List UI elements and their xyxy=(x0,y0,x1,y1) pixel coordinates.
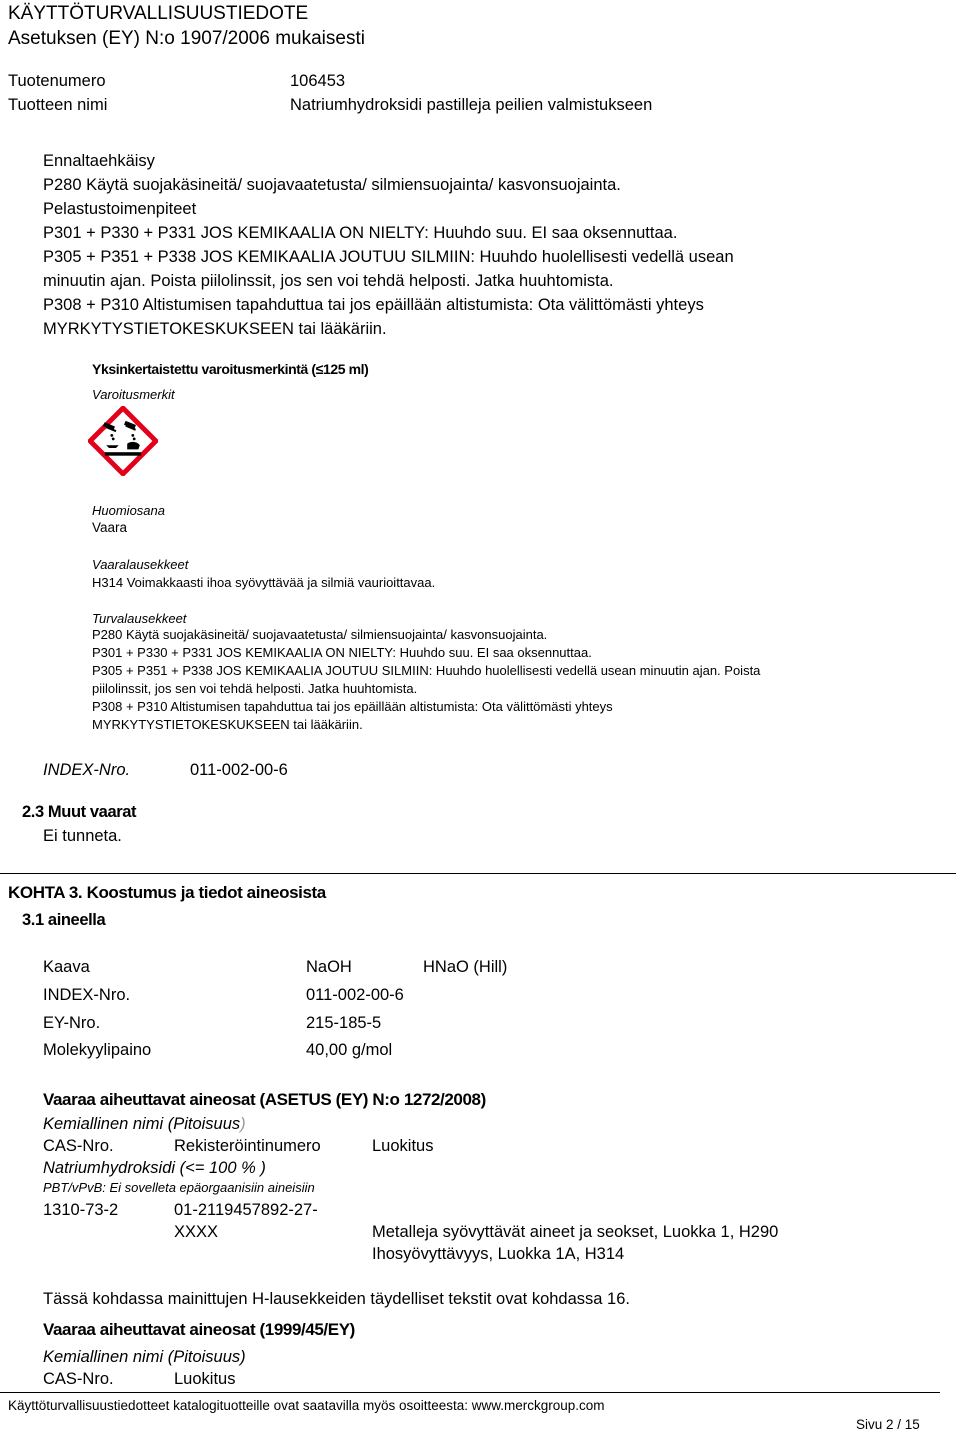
hazard-statements-label: Vaaralausekkeet xyxy=(92,557,189,572)
statement-p301: P301 + P330 + P331 JOS KEMIKAALIA ON NIELTY: Huuhdo suu. EI saa oksennuttaa. xyxy=(43,224,678,242)
ec-number-label: EY-Nro. xyxy=(43,1014,101,1032)
prevention-label: Ennaltaehkäisy xyxy=(43,152,155,170)
cas-number: 1310-73-2 xyxy=(43,1201,119,1219)
statement-p305-line2: minuutin ajan. Poista piilolinssit, jos sen voi tehdä helposti. Jatka huuhtomista. xyxy=(43,272,614,290)
simplified-p305-line1: P305 + P351 + P338 JOS KEMIKAALIA JOUTUU SILMIIN: Huuhdo huolellisesti vedellä usean minuutin ajan. Poista xyxy=(92,663,761,678)
precautionary-statements-label: Turvalausekkeet xyxy=(92,611,187,626)
product-number-label: Tuotenumero xyxy=(8,72,106,90)
cas-column-header: CAS-Nro. xyxy=(43,1137,114,1155)
classification-column-header: Luokitus xyxy=(372,1137,434,1155)
statement-p305-line1: P305 + P351 + P338 JOS KEMIKAALIA JOUTUU SILMIIN: Huuhdo huolellisesti vedellä usean xyxy=(43,248,734,266)
registration-column-header: Rekisteröintinumero xyxy=(174,1137,321,1155)
pictograms-label: Varoitusmerkit xyxy=(92,387,175,402)
footer-note: Käyttöturvallisuustiedotteet katalogituotteille ovat saatavilla myös osoitteesta: www.merckgroup.com xyxy=(8,1398,605,1413)
simplified-p301: P301 + P330 + P331 JOS KEMIKAALIA ON NIELTY: Huuhdo suu. EI saa oksennuttaa. xyxy=(92,645,592,660)
statement-p280: P280 Käytä suojakäsineitä/ suojavaatetusta/ silmiensuojainta/ kasvonsuojainta. xyxy=(43,176,621,194)
ec-number: 215-185-5 xyxy=(306,1014,382,1032)
clp-components-heading: Vaaraa aiheuttavat aineosat (ASETUS (EY) N:o 1272/2008) xyxy=(43,1090,486,1109)
directive-chemical-name-label: Kemiallinen nimi (Pitoisuus) xyxy=(43,1348,246,1366)
simplified-p280: P280 Käytä suojakäsineitä/ suojavaatetusta/ silmiensuojainta/ kasvonsuojainta. xyxy=(92,627,548,642)
full-text-note: Tässä kohdassa mainittujen H-lausekkeiden täydelliset tekstit ovat kohdassa 16. xyxy=(43,1290,630,1308)
section3-subheading: 3.1 aineella xyxy=(22,911,106,929)
formula-label: Kaava xyxy=(43,958,90,976)
simplified-p308-line1: P308 + P310 Altistumisen tapahduttua tai jos epäillään altistumista: Ota välittömästi yhteys xyxy=(92,699,613,714)
simplified-p308-line2: MYRKYTYSTIETOKESKUKSEEN tai lääkäriin. xyxy=(92,717,363,732)
molecular-weight-label: Molekyylipaino xyxy=(43,1041,152,1059)
response-label: Pelastustoimenpiteet xyxy=(43,200,197,218)
registration-number-line1: 01-2119457892-27- xyxy=(174,1201,318,1219)
registration-number-line2: XXXX xyxy=(174,1223,219,1241)
section-divider xyxy=(0,873,956,874)
product-number: 106453 xyxy=(290,72,346,90)
index-number: 011-002-00-6 xyxy=(190,761,288,779)
precautionary-statements xyxy=(43,149,734,341)
substance-name: Natriumhydroksidi (<= 100 % ) xyxy=(43,1159,266,1177)
classification-line1: Metalleja syövyttävät aineet ja seokset, Luokka 1, H290 xyxy=(372,1223,779,1241)
signal-word-label: Huomiosana xyxy=(92,503,165,518)
simplified-p305-line2: piilolinssit, jos sen voi tehdä helposti. Jatka huuhtomista. xyxy=(92,681,418,696)
formula-hill: HNaO (Hill) xyxy=(423,958,508,976)
other-hazards-text: Ei tunneta. xyxy=(43,827,122,845)
ghs05-corrosion-icon xyxy=(88,406,158,481)
document-title: KÄYTTÖTURVALLISUUSTIEDOTE xyxy=(8,3,309,24)
signal-word: Vaara xyxy=(92,520,128,535)
directive-cas-column-header: CAS-Nro. xyxy=(43,1370,114,1388)
footer-divider xyxy=(0,1392,940,1393)
product-name: Natriumhydroksidi pastilleja peilien valmistukseen xyxy=(290,96,653,114)
statement-p308-line1: P308 + P310 Altistumisen tapahduttua tai jos epäillään altistumista: Ota välittömästi yhteys xyxy=(43,296,704,314)
statement-p308-line2: MYRKYTYSTIETOKESKUKSEEN tai lääkäriin. xyxy=(43,320,387,338)
index-number-label: INDEX-Nro. xyxy=(43,761,131,779)
index-label: INDEX-Nro. xyxy=(43,986,131,1004)
formula: NaOH xyxy=(306,958,352,976)
page-number: Sivu 2 / 15 xyxy=(856,1417,920,1432)
chemical-name-label: Kemiallinen nimi (Pitoisuus) xyxy=(43,1115,246,1133)
molecular-weight: 40,00 g/mol xyxy=(306,1041,393,1059)
simplified-precautions xyxy=(92,626,760,734)
section3-heading: KOHTA 3. Koostumus ja tiedot aineosista xyxy=(8,883,326,902)
product-name-label: Tuotteen nimi xyxy=(8,96,108,114)
statement-h314: H314 Voimakkaasti ihoa syövyttävää ja silmiä vaurioittavaa. xyxy=(92,575,436,590)
directive-classification-column-header: Luokitus xyxy=(174,1370,236,1388)
regulation-reference: Asetuksen (EY) N:o 1907/2006 mukaisesti xyxy=(8,28,365,49)
index-value: 011-002-00-6 xyxy=(306,986,404,1004)
simplified-labelling-heading: Yksinkertaistettu varoitusmerkintä (≤125 ml) xyxy=(92,361,369,377)
classification-line2: Ihosyövyttävyys, Luokka 1A, H314 xyxy=(372,1245,625,1263)
directive-components-heading: Vaaraa aiheuttavat aineosat (1999/45/EY) xyxy=(43,1320,355,1339)
other-hazards-heading: 2.3 Muut vaarat xyxy=(22,803,137,821)
pbt-note: PBT/vPvB: Ei sovelleta epäorgaanisiin aineisiin xyxy=(43,1180,315,1195)
